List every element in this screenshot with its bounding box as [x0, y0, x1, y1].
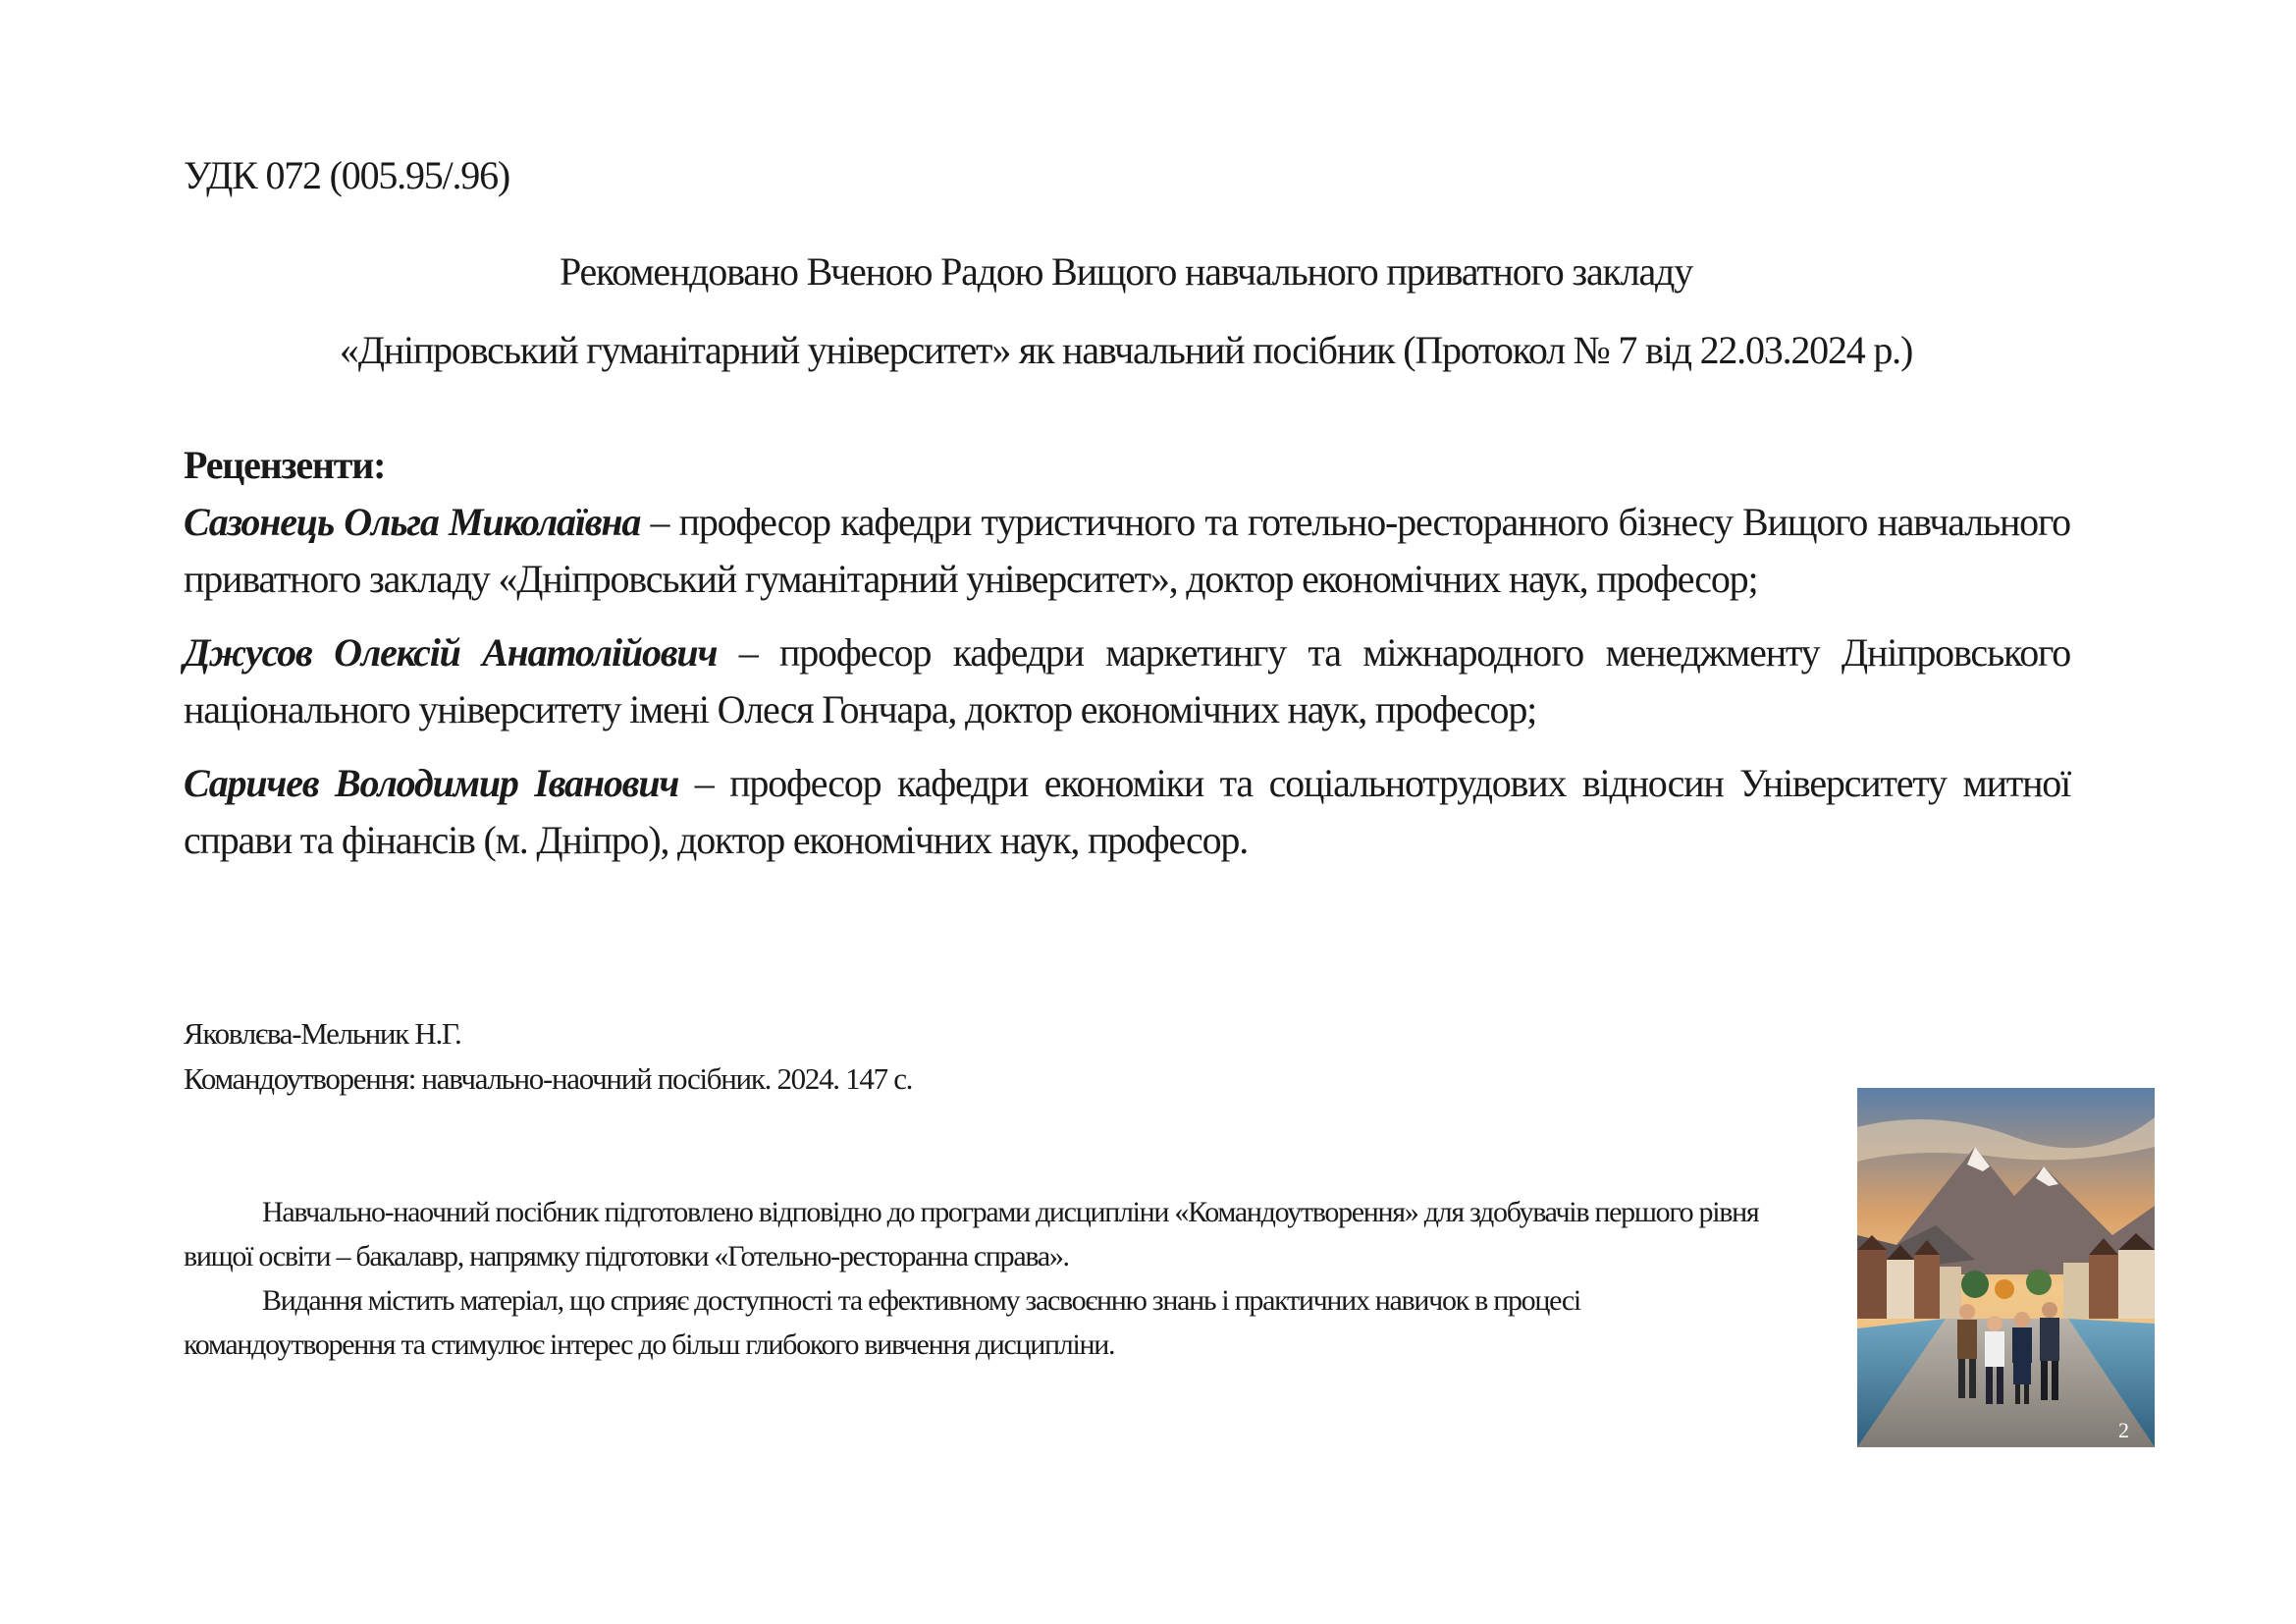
reviewer-description: – професор кафедри економіки та соціальнотрудових відносин Університету митної справи та фінансів (м. Дніпро), доктор економічних наук, професор. — [184, 761, 2070, 862]
abstract-paragraph-1: Навчально-наочний посібник підготовлено відповідно до програми дисципліни «Командоутворення» для здобувачів першого рівня вищої освіти – бакалавр, напрямку підготовки «Готельно-ресторанна справа». — [184, 1196, 1759, 1272]
reviewer-name: Джусов Олексій Анатолійович — [184, 630, 718, 675]
recommendation-line-2: «Дніпровський гуманітарний університет» як навчальний посібник (Протокол № 7 від 22.03.2024 р.) — [339, 328, 1913, 372]
reviewer-name: Сазонець Ольга Миколаївна — [184, 500, 641, 544]
abstract-paragraph-2: Видання містить матеріал, що сприяє доступності та ефективному засвоєнню знань і практичних навичок в процесі командоутворення та стимулює інтерес до більш глибокого вивчення дисципліни. — [184, 1284, 1580, 1361]
reviewer-entry — [184, 624, 2070, 738]
citation-title: Командоутворення: навчально-наочний посібник. 2024. 147 с. — [184, 1061, 913, 1096]
citation-author: Яковлєва-Мельник Н.Г. — [184, 1016, 461, 1051]
reviewer-entry — [184, 494, 2070, 608]
reviewer-description: – професор кафедри туристичного та готельно-ресторанного бізнесу Вищого навчального приватного закладу «Дніпровський гуманітарний університет», доктор економічних наук, професор; — [184, 500, 2070, 601]
reviewers-heading: Рецензенти: — [184, 443, 386, 487]
reviewer-entry — [184, 755, 2070, 869]
bibliographic-citation — [184, 1011, 912, 1102]
cover-illustration — [1857, 1088, 2155, 1447]
recommendation-block — [184, 233, 2068, 390]
reviewer-name: Саричев Володимир Іванович — [184, 761, 679, 805]
abstract-block — [184, 1190, 1784, 1367]
reviewer-description: – професор кафедри маркетингу та міжнародного менеджменту Дніпровського національного університету імені Олеся Гончара, доктор економічних наук, професор; — [184, 630, 2071, 731]
page-number: 2 — [2118, 1418, 2129, 1442]
cover-illustration-svg — [1857, 1088, 2155, 1447]
reviewers-section — [184, 437, 2070, 886]
udk-code: УДК 072 (005.95/.96) — [184, 153, 509, 197]
recommendation-line-1: Рекомендовано Вченою Радою Вищого навчального приватного закладу — [559, 249, 1693, 294]
